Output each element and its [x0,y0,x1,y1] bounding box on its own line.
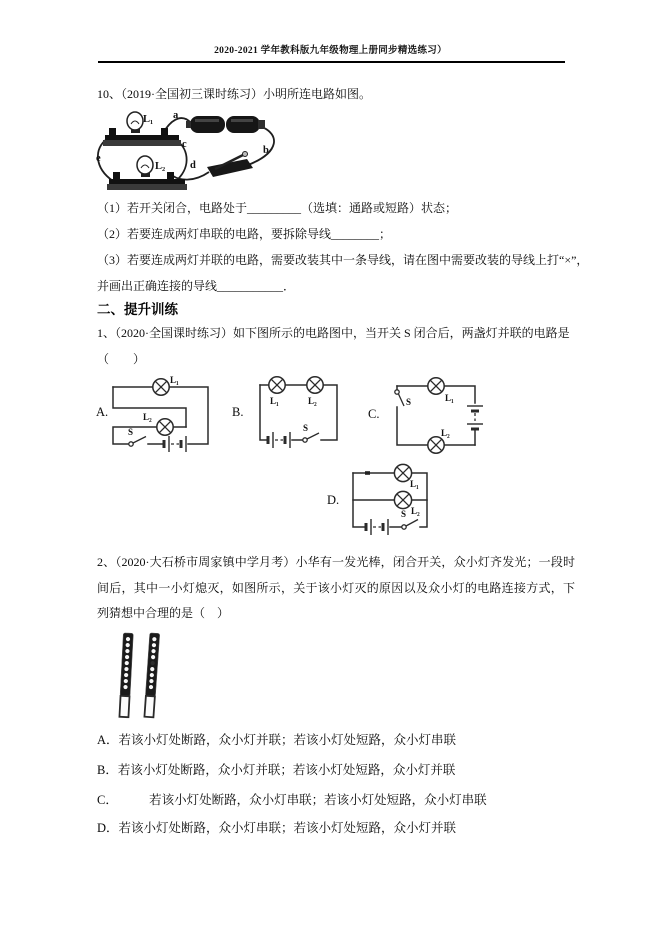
option-text: 若该小灯处断路，众小灯并联；若该小灯处短路，众小灯并联 [117,763,456,777]
switch-icon [402,520,418,530]
glow-sticks-photo [110,631,172,721]
q10-circuit-photo [95,110,395,204]
wire-joint [365,471,370,475]
wire-b-label: b [263,145,269,156]
switch-icon [395,390,404,406]
lamp2-label: L₂ [308,396,317,406]
option-text: 若该小灯处断路，众小灯并联；若该小灯处短路，众小灯串联 [118,733,457,747]
header-divider [98,61,565,63]
wire-a-label: a [173,110,179,121]
wire-e-label: e [96,153,101,164]
option-row-d [97,818,456,836]
lamp1-label: L₁ [170,375,179,385]
switch-label: S [128,427,134,437]
option-text: 若该小灯处断路，众小灯串联；若该小灯处短路，众小灯并联 [118,821,457,835]
option-label: A． [97,733,119,747]
battery-icon [268,432,290,448]
q10-part-2: （2）若要连成两灯串联的电路，要拆除导线________； [97,227,392,241]
option-text: 若该小灯处断路，众小灯串联；若该小灯处短路，众小灯串联 [111,793,487,807]
q1-stem: 1、（2020·全国课时练习）如下图所示的电路图中，当开关 S 闭合后，两盏灯并联的电路是 [97,326,570,340]
lamp-icon [269,377,285,393]
option-label: C． [97,793,112,807]
page-header-title: 2020-2021 学年教科版九年级物理上册同步精选练习） [214,46,447,56]
battery-icon [186,116,265,133]
wire-c-label: c [182,139,187,150]
lamp-icon [428,437,444,453]
glow-stick-one-out [144,633,160,717]
switch-icon [129,437,146,447]
lamp-icon [307,377,323,393]
lamp1-label: L₁ [410,479,419,489]
diagram-label-d: D. [327,493,340,507]
battery-icon [467,406,483,429]
lamp1-label: L₁ [445,393,454,403]
option-label: D． [97,821,119,835]
lamp-stand-1 [103,112,181,146]
diagram-label-c: C. [368,407,380,421]
lamp1-label: L₁ [143,114,154,125]
q10-part-1: （1）若开关闭合，电路处于_________（选填：通路或短路）状态； [97,201,458,215]
q10-part-3-cont: 并画出正确连接的导线___________． [97,279,296,293]
circuit-diagram-b [245,375,360,455]
lamp-icon [394,491,411,508]
switch-label: S [303,423,309,433]
lamp-icon [428,378,444,394]
lamp-stand-2 [107,156,187,190]
switch-icon [303,433,319,442]
lamp-icon [157,419,173,435]
wire-d-label: d [190,160,196,171]
q1-answer-bracket: （ ） [97,352,146,366]
q2-stem: 2、（2020·大石桥市周家镇中学月考）小华有一发光棒，闭合开关，众小灯齐发光；一段时间后，其中一小灯熄灭，如图所示，关于该小灯灭的原因以及众小灯的电路连接方式，下列猜想中合理的是（ ） [97,555,575,620]
switch-label: S [401,509,407,519]
lamp2-label: L₂ [411,506,420,516]
circuit-diagram-d [350,455,482,547]
circuit-diagram-c [378,374,498,466]
circuit-diagram-a [98,371,223,456]
option-row-b [97,760,455,778]
lamp2-label: L₂ [143,412,152,422]
diagram-label-b: B. [232,405,244,419]
glow-stick-all-lit [119,633,133,717]
lamp-icon [153,379,169,395]
battery-icon [366,519,388,535]
option-label: B． [97,763,118,777]
q10-part-3: （3）若要连成两灯并联的电路，需要改装其中一条导线，请在图中需要改装的导线上打“×”， [97,253,589,267]
switch-label: S [406,397,412,407]
switch-icon [207,152,253,178]
battery-icon [164,436,186,452]
lamp2-label: L₂ [155,161,166,172]
diagram-label-a: A. [96,405,109,419]
q10-stem: 10、（2019·全国初三课时练习）小明所连电路如图。 [97,87,371,101]
option-row-c [97,790,487,808]
lamp2-label: L₂ [441,428,450,438]
lamp1-label: L₁ [270,396,279,406]
section-heading: 二、提升训练 [97,302,178,317]
option-row-a [97,730,456,748]
